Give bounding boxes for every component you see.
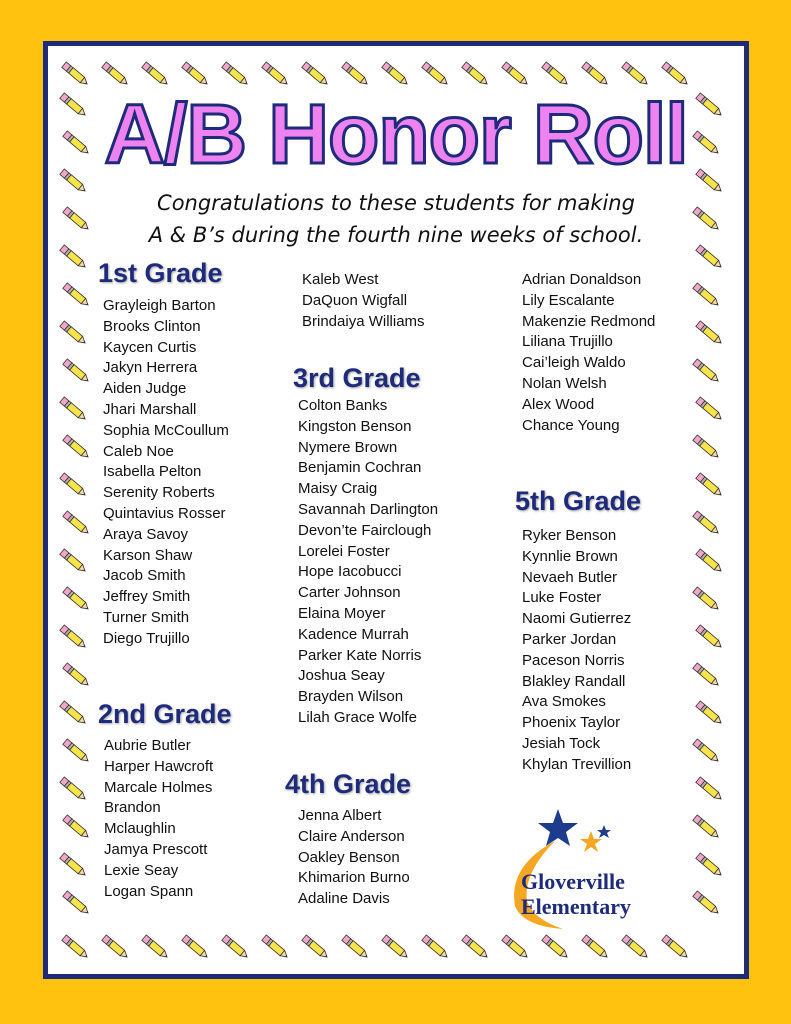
pencil-icon (622, 935, 650, 960)
pencil-icon (693, 891, 721, 916)
pencil-icon (693, 663, 721, 688)
name-list-5th-grade (522, 526, 631, 776)
pencil-icon (693, 587, 721, 612)
student-name: Carter Johnson (298, 584, 401, 602)
student-name: Parker Kate Norris (298, 646, 422, 664)
honor-roll-poster (43, 41, 749, 979)
pencil-icon (422, 62, 450, 87)
student-name: Joshua Seay (298, 667, 385, 685)
pencil-icon (60, 473, 88, 498)
pencil-icon (60, 625, 88, 650)
student-name: Jacob Smith (103, 567, 186, 585)
student-name: Sophia McCoullum (103, 421, 229, 439)
student-name: Araya Savoy (103, 525, 189, 543)
name-list-1st-grade (103, 296, 229, 650)
grade-heading-2nd: 2nd Grade (98, 699, 232, 729)
pencil-icon (63, 815, 91, 840)
pencil-icon (222, 935, 250, 960)
pencil-icon (102, 935, 130, 960)
pencil-icon (62, 62, 90, 87)
pencil-icon (542, 935, 570, 960)
student-name: Caleb Noe (103, 442, 174, 460)
pencil-icon (60, 777, 88, 802)
student-name: Kadence Murrah (298, 625, 409, 643)
student-name: Diego Trujillo (103, 629, 190, 647)
student-name: Isabella Pelton (103, 463, 202, 481)
student-name: Colton Banks (298, 397, 388, 414)
grade-heading-3rd: 3rd Grade (293, 363, 421, 393)
student-name: Lorelei Foster (298, 542, 390, 560)
pencil-icon (696, 777, 724, 802)
pencil-icon (696, 321, 724, 346)
student-name: Naomi Gutierrez (522, 610, 632, 628)
pencil-icon (63, 587, 91, 612)
student-name: Nevaeh Butler (522, 568, 618, 586)
pencil-icon (693, 739, 721, 764)
student-name: Makenzie Redmond (522, 312, 656, 330)
pencil-icon (462, 935, 490, 960)
pencil-icon (342, 62, 370, 87)
student-name: Adaline Davis (298, 890, 390, 908)
name-list-2nd-grade (104, 736, 213, 902)
student-name: Kynnlie Brown (522, 547, 618, 565)
pencil-icon (60, 549, 88, 574)
student-name: Ava Smokes (522, 693, 606, 711)
pencil-icon (63, 435, 91, 460)
pencil-icon (60, 321, 88, 346)
student-name: Jeffrey Smith (103, 588, 191, 606)
student-name: Adrian Donaldson (522, 271, 642, 288)
student-name: Kingston Benson (298, 417, 412, 435)
student-name: Brandon (104, 799, 161, 817)
student-name: Harper Hawcroft (104, 757, 214, 775)
pencil-icon (693, 435, 721, 460)
student-name: Paceson Norris (522, 651, 625, 669)
school-logo (503, 801, 673, 931)
student-name: Brindaiya Williams (302, 312, 425, 330)
pencil-icon (502, 935, 530, 960)
name-list-2nd-grade-continued (302, 270, 425, 332)
student-name: Chance Young (522, 416, 620, 434)
pencil-icon (142, 62, 170, 87)
pencil-icon (302, 62, 330, 87)
student-name: Mclaughlin (104, 820, 176, 838)
pencil-icon (60, 701, 88, 726)
student-name: Nolan Welsh (522, 374, 607, 392)
student-name: Brooks Clinton (103, 317, 201, 335)
student-name: Grayleigh Barton (103, 297, 216, 314)
student-name: Kaycen Curtis (103, 338, 197, 356)
name-list-4th-grade (298, 806, 410, 910)
student-name: Jhari Marshall (103, 400, 197, 418)
student-name: Blakley Randall (522, 672, 626, 690)
student-name: Kaleb West (302, 271, 379, 288)
grade-heading-4th: 4th Grade (285, 769, 412, 799)
pencil-icon (60, 245, 88, 270)
student-name: Nymere Brown (298, 438, 398, 456)
student-name: Khylan Trevillion (522, 755, 632, 773)
pencil-icon (63, 663, 91, 688)
student-name: Marcale Holmes (104, 778, 213, 796)
student-name: Quintavius Rosser (103, 504, 226, 522)
pencil-icon (462, 62, 490, 87)
student-name: DaQuon Wigfall (302, 291, 408, 309)
student-name: Ryker Benson (522, 527, 617, 544)
grade-heading-1st: 1st Grade (98, 258, 223, 288)
student-name: Jesiah Tock (522, 734, 601, 752)
pencil-icon (693, 283, 721, 308)
student-name: Hope Iacobucci (298, 563, 402, 581)
student-name: Maisy Craig (298, 480, 378, 498)
pencil-icon (222, 62, 250, 87)
pencil-icon (63, 739, 91, 764)
pencil-icon (262, 935, 290, 960)
student-name: Lilah Grace Wolfe (298, 708, 417, 726)
pencil-icon (342, 935, 370, 960)
student-name: Jenna Albert (298, 807, 382, 824)
pencil-icon (622, 62, 650, 87)
pencil-icon (422, 935, 450, 960)
pencil-icon (696, 245, 724, 270)
pencil-icon (102, 62, 130, 87)
student-name: Elaina Moyer (298, 604, 386, 622)
student-name: Karson Shaw (103, 546, 193, 564)
student-name: Brayden Wilson (298, 688, 404, 706)
pencil-icon (696, 625, 724, 650)
student-name: Aiden Judge (103, 380, 187, 398)
pencil-icon (662, 62, 690, 87)
pencil-icon (302, 935, 330, 960)
pencil-icon (693, 511, 721, 536)
student-name: Lily Escalante (522, 291, 615, 309)
pencil-icon (60, 853, 88, 878)
pencil-icon (502, 62, 530, 87)
student-name: Cai’leigh Waldo (522, 354, 626, 372)
student-name: Phoenix Taylor (522, 714, 621, 732)
student-name: Jakyn Herrera (103, 359, 198, 377)
pencil-icon (662, 935, 690, 960)
student-name: Khimarion Burno (298, 869, 410, 887)
pencil-icon (542, 62, 570, 87)
pencil-icon (63, 891, 91, 916)
student-name: Claire Anderson (298, 827, 405, 845)
pencil-icon (696, 397, 724, 422)
student-name: Oakley Benson (298, 848, 400, 866)
pencil-icon (696, 701, 724, 726)
poster-title: A/B Honor Roll (104, 87, 688, 181)
name-list-4th-grade-continued (522, 270, 655, 436)
student-name: Serenity Roberts (103, 484, 215, 502)
logo-text-line-1: Gloverville (521, 869, 625, 894)
student-name: Jamya Prescott (104, 840, 208, 858)
student-name: Devon’te Fairclough (298, 521, 432, 539)
logo-text-line-2: Elementary (521, 894, 631, 919)
pencil-icon (63, 359, 91, 384)
student-name: Lexie Seay (104, 861, 179, 879)
pencil-icon (696, 473, 724, 498)
grade-heading-5th: 5th Grade (515, 486, 642, 516)
pencil-icon (693, 359, 721, 384)
pencil-icon (182, 62, 210, 87)
pencil-icon (63, 283, 91, 308)
pencil-icon (693, 815, 721, 840)
pencil-icon (382, 62, 410, 87)
student-name: Luke Foster (522, 589, 602, 607)
student-name: Liliana Trujillo (522, 333, 613, 351)
pencil-icon (63, 511, 91, 536)
pencil-icon (382, 935, 410, 960)
pencil-icon (696, 853, 724, 878)
pencil-icon (262, 62, 290, 87)
subtitle-line-1: Congratulations to these students for making (157, 191, 635, 215)
pencil-icon (696, 549, 724, 574)
pencil-icon (582, 935, 610, 960)
pencil-icon (60, 397, 88, 422)
pencil-icon (142, 935, 170, 960)
subtitle-line-2: A & B’s during the fourth nine weeks of school. (148, 223, 644, 247)
student-name: Parker Jordan (522, 630, 617, 648)
name-list-3rd-grade (298, 396, 438, 729)
student-name: Benjamin Cochran (298, 459, 422, 477)
student-name: Turner Smith (103, 608, 190, 626)
student-name: Logan Spann (104, 882, 194, 900)
student-name: Aubrie Butler (104, 737, 191, 754)
student-name: Savannah Darlington (298, 500, 439, 518)
pencil-icon (62, 935, 90, 960)
pencil-icon (582, 62, 610, 87)
student-name: Alex Wood (522, 395, 595, 413)
pencil-icon (182, 935, 210, 960)
